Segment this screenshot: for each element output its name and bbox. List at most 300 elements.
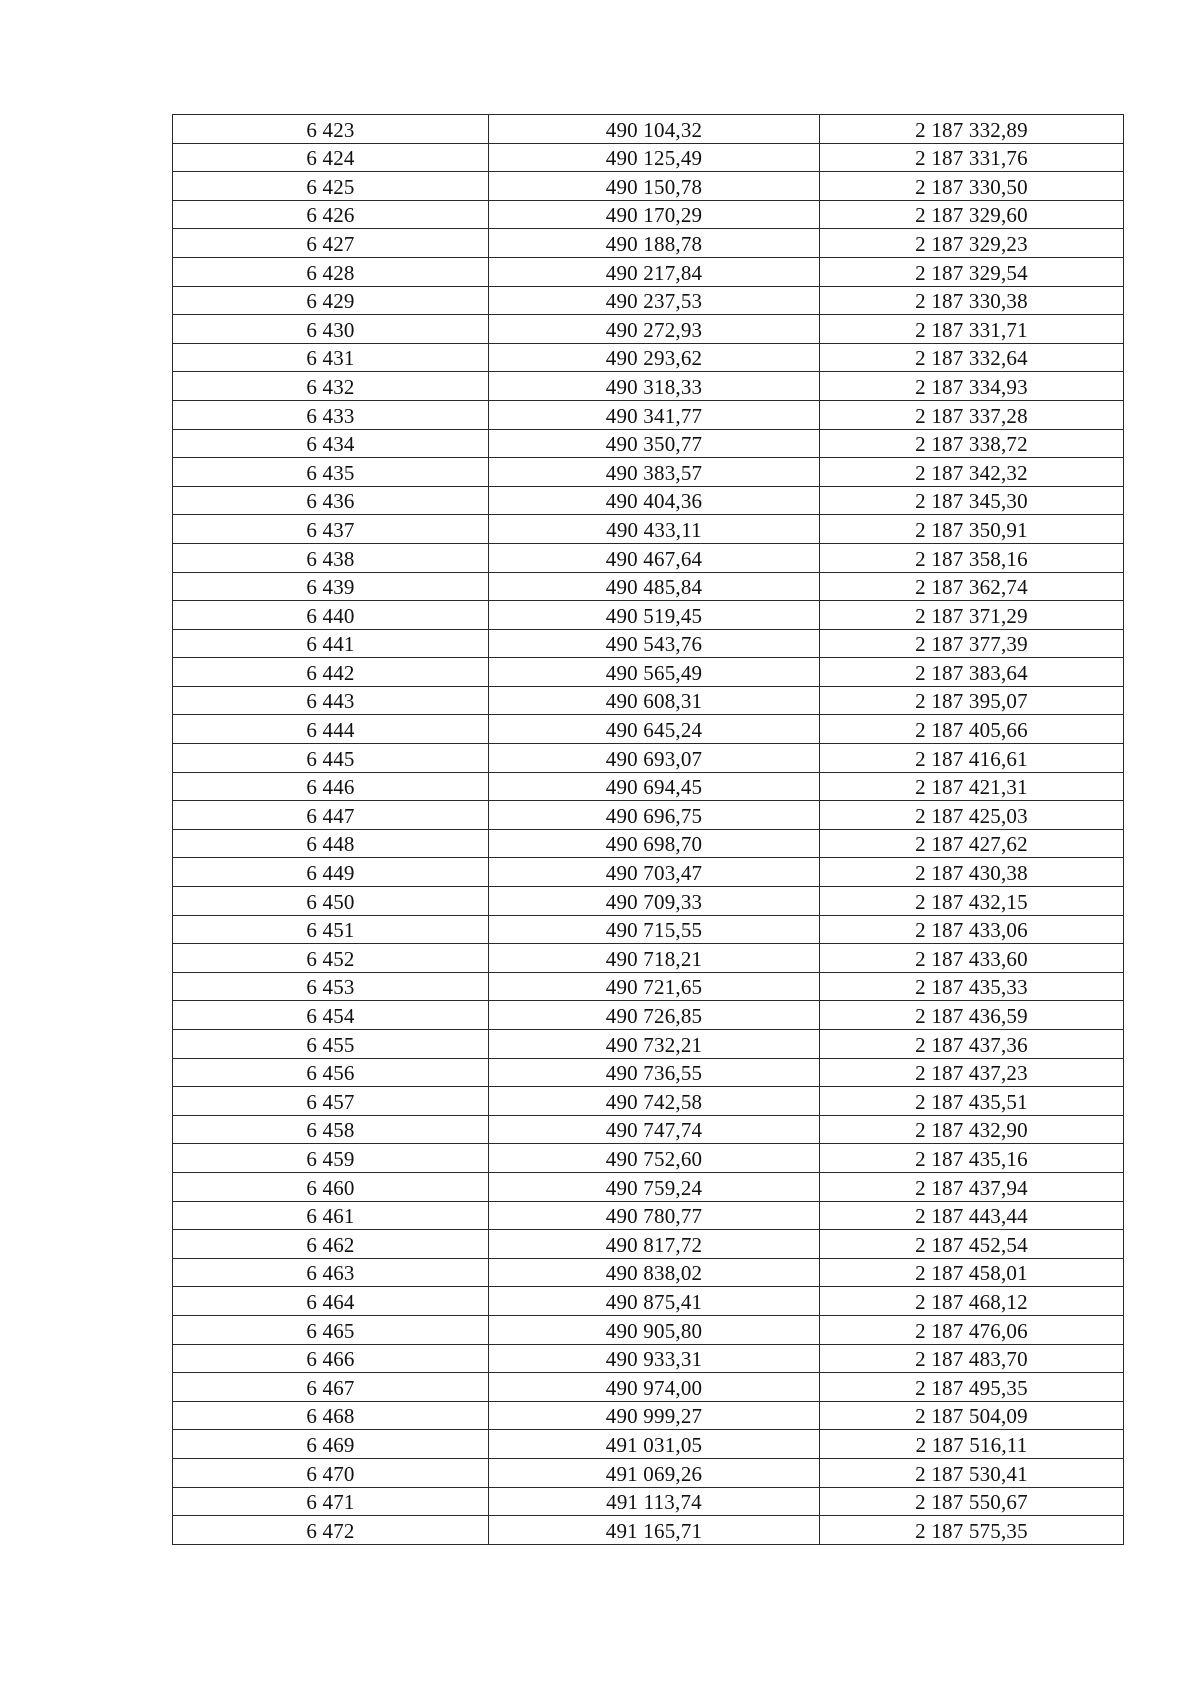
table-row — [173, 915, 1124, 944]
cell-text: 490 125,49 — [605, 146, 703, 171]
y-coordinate-cell — [820, 715, 1124, 744]
y-coordinate-cell — [820, 515, 1124, 544]
point-number-cell — [173, 200, 489, 229]
table-row — [173, 200, 1124, 229]
cell-text: 490 104,32 — [605, 117, 703, 142]
cell-text: 490 318,33 — [605, 374, 703, 399]
cell-text: 6 459 — [306, 1146, 355, 1171]
cell-text: 6 466 — [306, 1347, 355, 1372]
cell-text: 490 150,78 — [605, 174, 703, 199]
table-row — [173, 1487, 1124, 1516]
point-number-cell — [173, 1373, 489, 1402]
cell-text: 6 442 — [306, 660, 355, 685]
point-number-cell — [173, 372, 489, 401]
cell-text: 2 187 458,01 — [915, 1261, 1028, 1286]
point-number-cell — [173, 1458, 489, 1487]
cell-text: 2 187 329,54 — [915, 260, 1028, 285]
x-coordinate-cell — [489, 686, 820, 715]
cell-text: 490 350,77 — [605, 432, 703, 457]
x-coordinate-cell — [489, 1030, 820, 1059]
cell-text: 490 693,07 — [605, 746, 703, 771]
cell-text: 490 905,80 — [605, 1318, 703, 1343]
table-row — [173, 1258, 1124, 1287]
cell-text: 490 565,49 — [605, 660, 703, 685]
table-row — [173, 972, 1124, 1001]
cell-text: 2 187 435,51 — [915, 1089, 1028, 1114]
table-row — [173, 1058, 1124, 1087]
table-row — [173, 343, 1124, 372]
cell-text: 2 187 550,67 — [915, 1490, 1028, 1515]
x-coordinate-cell — [489, 543, 820, 572]
table-row — [173, 315, 1124, 344]
y-coordinate-cell — [820, 1058, 1124, 1087]
table-row — [173, 686, 1124, 715]
cell-text: 490 715,55 — [605, 918, 703, 943]
cell-text: 6 468 — [306, 1404, 355, 1429]
cell-text: 490 999,27 — [605, 1404, 703, 1429]
cell-text: 490 272,93 — [605, 317, 703, 342]
cell-text: 6 464 — [306, 1289, 355, 1314]
cell-text: 2 187 516,11 — [915, 1432, 1028, 1457]
y-coordinate-cell — [820, 858, 1124, 887]
table-row — [173, 858, 1124, 887]
table-row — [173, 1315, 1124, 1344]
cell-text: 2 187 383,64 — [915, 660, 1028, 685]
point-number-cell — [173, 1315, 489, 1344]
cell-text: 490 759,24 — [605, 1175, 703, 1200]
point-number-cell — [173, 172, 489, 201]
point-number-cell — [173, 1115, 489, 1144]
x-coordinate-cell — [489, 915, 820, 944]
y-coordinate-cell — [820, 1001, 1124, 1030]
cell-text: 490 543,76 — [605, 632, 703, 657]
cell-text: 2 187 331,76 — [915, 146, 1028, 171]
cell-text: 6 430 — [306, 317, 355, 342]
x-coordinate-cell — [489, 1516, 820, 1545]
cell-text: 490 608,31 — [605, 689, 703, 714]
cell-text: 2 187 575,35 — [915, 1518, 1028, 1543]
table-row — [173, 572, 1124, 601]
cell-text: 490 875,41 — [605, 1289, 703, 1314]
cell-text: 490 217,84 — [605, 260, 703, 285]
cell-text: 6 452 — [306, 946, 355, 971]
y-coordinate-cell — [820, 1144, 1124, 1173]
x-coordinate-cell — [489, 1115, 820, 1144]
table-row — [173, 1230, 1124, 1259]
cell-text: 490 485,84 — [605, 575, 703, 600]
table-row — [173, 1430, 1124, 1459]
cell-text: 2 187 504,09 — [915, 1404, 1028, 1429]
cell-text: 2 187 345,30 — [915, 489, 1028, 514]
y-coordinate-cell — [820, 1344, 1124, 1373]
cell-text: 490 721,65 — [605, 975, 703, 1000]
cell-text: 2 187 362,74 — [915, 575, 1028, 600]
x-coordinate-cell — [489, 1001, 820, 1030]
table-row — [173, 1458, 1124, 1487]
point-number-cell — [173, 715, 489, 744]
cell-text: 2 187 377,39 — [915, 632, 1028, 657]
cell-text: 490 698,70 — [605, 832, 703, 857]
point-number-cell — [173, 543, 489, 572]
cell-text: 6 434 — [306, 432, 355, 457]
point-number-cell — [173, 1001, 489, 1030]
cell-text: 2 187 437,23 — [915, 1061, 1028, 1086]
cell-text: 490 293,62 — [605, 346, 703, 371]
cell-text: 2 187 435,16 — [915, 1146, 1028, 1171]
table-row — [173, 400, 1124, 429]
table-row — [173, 1115, 1124, 1144]
point-number-cell — [173, 629, 489, 658]
point-number-cell — [173, 1144, 489, 1173]
point-number-cell — [173, 1287, 489, 1316]
cell-text: 490 645,24 — [605, 718, 703, 743]
cell-text: 2 187 330,50 — [915, 174, 1028, 199]
cell-text: 2 187 435,33 — [915, 975, 1028, 1000]
point-number-cell — [173, 229, 489, 258]
point-number-cell — [173, 944, 489, 973]
x-coordinate-cell — [489, 515, 820, 544]
cell-text: 6 443 — [306, 689, 355, 714]
cell-text: 6 441 — [306, 632, 355, 657]
y-coordinate-cell — [820, 1172, 1124, 1201]
cell-text: 6 450 — [306, 889, 355, 914]
table-row — [173, 887, 1124, 916]
cell-text: 490 732,21 — [605, 1032, 703, 1057]
point-number-cell — [173, 1087, 489, 1116]
point-number-cell — [173, 972, 489, 1001]
y-coordinate-cell — [820, 115, 1124, 144]
table-row — [173, 286, 1124, 315]
x-coordinate-cell — [489, 1172, 820, 1201]
cell-text: 6 427 — [306, 231, 355, 256]
x-coordinate-cell — [489, 829, 820, 858]
cell-text: 2 187 436,59 — [915, 1004, 1028, 1028]
cell-text: 2 187 437,36 — [915, 1032, 1028, 1057]
cell-text: 490 694,45 — [605, 775, 703, 800]
table-row — [173, 143, 1124, 172]
point-number-cell — [173, 1258, 489, 1287]
x-coordinate-cell — [489, 1401, 820, 1430]
point-number-cell — [173, 286, 489, 315]
x-coordinate-cell — [489, 115, 820, 144]
cell-text: 2 187 334,93 — [915, 374, 1028, 399]
cell-text: 2 187 332,89 — [915, 117, 1028, 142]
table-row — [173, 1172, 1124, 1201]
table-row — [173, 944, 1124, 973]
x-coordinate-cell — [489, 1087, 820, 1116]
table-row — [173, 629, 1124, 658]
cell-text: 2 187 371,29 — [915, 603, 1028, 628]
y-coordinate-cell — [820, 944, 1124, 973]
table-row — [173, 601, 1124, 630]
point-number-cell — [173, 887, 489, 916]
x-coordinate-cell — [489, 1287, 820, 1316]
cell-text: 6 423 — [306, 117, 355, 142]
cell-text: 6 447 — [306, 803, 355, 828]
x-coordinate-cell — [489, 486, 820, 515]
cell-text: 6 456 — [306, 1061, 355, 1086]
cell-text: 6 438 — [306, 546, 355, 571]
table-row — [173, 658, 1124, 687]
cell-text: 6 435 — [306, 460, 355, 485]
x-coordinate-cell — [489, 429, 820, 458]
point-number-cell — [173, 1487, 489, 1516]
x-coordinate-cell — [489, 1344, 820, 1373]
table-row — [173, 801, 1124, 830]
y-coordinate-cell — [820, 801, 1124, 830]
cell-text: 2 187 329,60 — [915, 203, 1028, 228]
y-coordinate-cell — [820, 658, 1124, 687]
table-row — [173, 772, 1124, 801]
y-coordinate-cell — [820, 772, 1124, 801]
y-coordinate-cell — [820, 172, 1124, 201]
x-coordinate-cell — [489, 343, 820, 372]
cell-text: 490 703,47 — [605, 861, 703, 886]
cell-text: 490 838,02 — [605, 1261, 703, 1286]
y-coordinate-cell — [820, 400, 1124, 429]
point-number-cell — [173, 744, 489, 773]
y-coordinate-cell — [820, 286, 1124, 315]
x-coordinate-cell — [489, 887, 820, 916]
y-coordinate-cell — [820, 572, 1124, 601]
cell-text: 6 437 — [306, 517, 355, 542]
x-coordinate-cell — [489, 1144, 820, 1173]
table-row — [173, 1516, 1124, 1545]
coordinates-table — [172, 114, 1124, 1545]
cell-text: 6 446 — [306, 775, 355, 800]
point-number-cell — [173, 1430, 489, 1459]
point-number-cell — [173, 858, 489, 887]
cell-text: 6 444 — [306, 718, 355, 743]
x-coordinate-cell — [489, 143, 820, 172]
x-coordinate-cell — [489, 1058, 820, 1087]
y-coordinate-cell — [820, 1458, 1124, 1487]
y-coordinate-cell — [820, 829, 1124, 858]
cell-text: 490 467,64 — [605, 546, 703, 571]
y-coordinate-cell — [820, 887, 1124, 916]
cell-text: 6 432 — [306, 374, 355, 399]
cell-text: 6 433 — [306, 403, 355, 428]
cell-text: 490 237,53 — [605, 289, 703, 314]
cell-text: 6 470 — [306, 1461, 355, 1486]
x-coordinate-cell — [489, 1373, 820, 1402]
table-row — [173, 715, 1124, 744]
cell-text: 490 341,77 — [605, 403, 703, 428]
cell-text: 6 448 — [306, 832, 355, 857]
y-coordinate-cell — [820, 315, 1124, 344]
point-number-cell — [173, 143, 489, 172]
x-coordinate-cell — [489, 172, 820, 201]
point-number-cell — [173, 915, 489, 944]
cell-text: 6 462 — [306, 1232, 355, 1257]
cell-text: 490 752,60 — [605, 1146, 703, 1171]
cell-text: 2 187 405,66 — [915, 718, 1028, 743]
y-coordinate-cell — [820, 1087, 1124, 1116]
y-coordinate-cell — [820, 1430, 1124, 1459]
x-coordinate-cell — [489, 972, 820, 1001]
point-number-cell — [173, 1201, 489, 1230]
cell-text: 6 440 — [306, 603, 355, 628]
cell-text: 490 747,74 — [605, 1118, 703, 1143]
cell-text: 490 188,78 — [605, 231, 703, 256]
y-coordinate-cell — [820, 1030, 1124, 1059]
table-row — [173, 1201, 1124, 1230]
y-coordinate-cell — [820, 429, 1124, 458]
cell-text: 2 187 483,70 — [915, 1347, 1028, 1372]
table-row — [173, 172, 1124, 201]
table-row — [173, 829, 1124, 858]
cell-text: 2 187 395,07 — [915, 689, 1028, 714]
cell-text: 2 187 421,31 — [915, 775, 1028, 800]
y-coordinate-cell — [820, 629, 1124, 658]
x-coordinate-cell — [489, 1201, 820, 1230]
y-coordinate-cell — [820, 1373, 1124, 1402]
y-coordinate-cell — [820, 1487, 1124, 1516]
table-row — [173, 115, 1124, 144]
table-row — [173, 1287, 1124, 1316]
cell-text: 6 451 — [306, 918, 355, 943]
cell-text: 6 472 — [306, 1518, 355, 1543]
cell-text: 6 461 — [306, 1204, 355, 1229]
point-number-cell — [173, 458, 489, 487]
cell-text: 490 726,85 — [605, 1004, 703, 1028]
y-coordinate-cell — [820, 972, 1124, 1001]
point-number-cell — [173, 315, 489, 344]
cell-text: 6 454 — [306, 1004, 355, 1028]
cell-text: 490 736,55 — [605, 1061, 703, 1086]
cell-text: 2 187 427,62 — [915, 832, 1028, 857]
y-coordinate-cell — [820, 372, 1124, 401]
cell-text: 2 187 432,90 — [915, 1118, 1028, 1143]
y-coordinate-cell — [820, 1115, 1124, 1144]
table-row — [173, 1144, 1124, 1173]
cell-text: 490 817,72 — [605, 1232, 703, 1257]
cell-text: 2 187 433,60 — [915, 946, 1028, 971]
point-number-cell — [173, 400, 489, 429]
point-number-cell — [173, 1230, 489, 1259]
x-coordinate-cell — [489, 858, 820, 887]
cell-text: 6 436 — [306, 489, 355, 514]
y-coordinate-cell — [820, 229, 1124, 258]
cell-text: 490 170,29 — [605, 203, 703, 228]
y-coordinate-cell — [820, 744, 1124, 773]
table-row — [173, 1087, 1124, 1116]
cell-text: 490 933,31 — [605, 1347, 703, 1372]
x-coordinate-cell — [489, 601, 820, 630]
table-row — [173, 1401, 1124, 1430]
cell-text: 2 187 358,16 — [915, 546, 1028, 571]
table-row — [173, 486, 1124, 515]
cell-text: 6 467 — [306, 1375, 355, 1400]
x-coordinate-cell — [489, 458, 820, 487]
cell-text: 6 426 — [306, 203, 355, 228]
y-coordinate-cell — [820, 686, 1124, 715]
cell-text: 2 187 425,03 — [915, 803, 1028, 828]
cell-text: 2 187 337,28 — [915, 403, 1028, 428]
table-row — [173, 1001, 1124, 1030]
cell-text: 2 187 330,38 — [915, 289, 1028, 314]
cell-text: 6 425 — [306, 174, 355, 199]
x-coordinate-cell — [489, 229, 820, 258]
x-coordinate-cell — [489, 658, 820, 687]
point-number-cell — [173, 515, 489, 544]
cell-text: 490 383,57 — [605, 460, 703, 485]
cell-text: 6 469 — [306, 1432, 355, 1457]
point-number-cell — [173, 686, 489, 715]
cell-text: 490 718,21 — [605, 946, 703, 971]
x-coordinate-cell — [489, 1315, 820, 1344]
y-coordinate-cell — [820, 200, 1124, 229]
x-coordinate-cell — [489, 400, 820, 429]
y-coordinate-cell — [820, 1315, 1124, 1344]
table-row — [173, 543, 1124, 572]
cell-text: 490 519,45 — [605, 603, 703, 628]
cell-text: 2 187 416,61 — [915, 746, 1028, 771]
point-number-cell — [173, 1344, 489, 1373]
cell-text: 490 709,33 — [605, 889, 703, 914]
point-number-cell — [173, 772, 489, 801]
cell-text: 2 187 430,38 — [915, 861, 1028, 886]
x-coordinate-cell — [489, 744, 820, 773]
cell-text: 6 431 — [306, 346, 355, 371]
cell-text: 490 433,11 — [606, 517, 702, 542]
point-number-cell — [173, 1401, 489, 1430]
cell-text: 490 780,77 — [605, 1204, 703, 1229]
y-coordinate-cell — [820, 1401, 1124, 1430]
cell-text: 2 187 437,94 — [915, 1175, 1028, 1200]
point-number-cell — [173, 1058, 489, 1087]
cell-text: 2 187 452,54 — [915, 1232, 1028, 1257]
x-coordinate-cell — [489, 1487, 820, 1516]
cell-text: 2 187 468,12 — [915, 1289, 1028, 1314]
y-coordinate-cell — [820, 343, 1124, 372]
y-coordinate-cell — [820, 257, 1124, 286]
table-row — [173, 372, 1124, 401]
x-coordinate-cell — [489, 315, 820, 344]
table-row — [173, 515, 1124, 544]
cell-text: 6 457 — [306, 1089, 355, 1114]
y-coordinate-cell — [820, 1201, 1124, 1230]
cell-text: 6 455 — [306, 1032, 355, 1057]
point-number-cell — [173, 801, 489, 830]
y-coordinate-cell — [820, 601, 1124, 630]
table-row — [173, 1030, 1124, 1059]
cell-text: 491 031,05 — [605, 1432, 703, 1457]
table-row — [173, 229, 1124, 258]
y-coordinate-cell — [820, 543, 1124, 572]
x-coordinate-cell — [489, 1230, 820, 1259]
cell-text: 2 187 342,32 — [915, 460, 1028, 485]
cell-text: 6 458 — [306, 1118, 355, 1143]
point-number-cell — [173, 1516, 489, 1545]
cell-text: 490 404,36 — [605, 489, 703, 514]
cell-text: 6 445 — [306, 746, 355, 771]
cell-text: 491 069,26 — [605, 1461, 703, 1486]
cell-text: 490 742,58 — [605, 1089, 703, 1114]
y-coordinate-cell — [820, 143, 1124, 172]
table-row — [173, 257, 1124, 286]
cell-text: 2 187 476,06 — [915, 1318, 1028, 1343]
x-coordinate-cell — [489, 200, 820, 229]
cell-text: 6 465 — [306, 1318, 355, 1343]
cell-text: 490 974,00 — [605, 1375, 703, 1400]
cell-text: 491 165,71 — [605, 1518, 703, 1543]
cell-text: 6 460 — [306, 1175, 355, 1200]
cell-text: 6 449 — [306, 861, 355, 886]
cell-text: 2 187 350,91 — [915, 517, 1028, 542]
cell-text: 6 424 — [306, 146, 355, 171]
x-coordinate-cell — [489, 1258, 820, 1287]
